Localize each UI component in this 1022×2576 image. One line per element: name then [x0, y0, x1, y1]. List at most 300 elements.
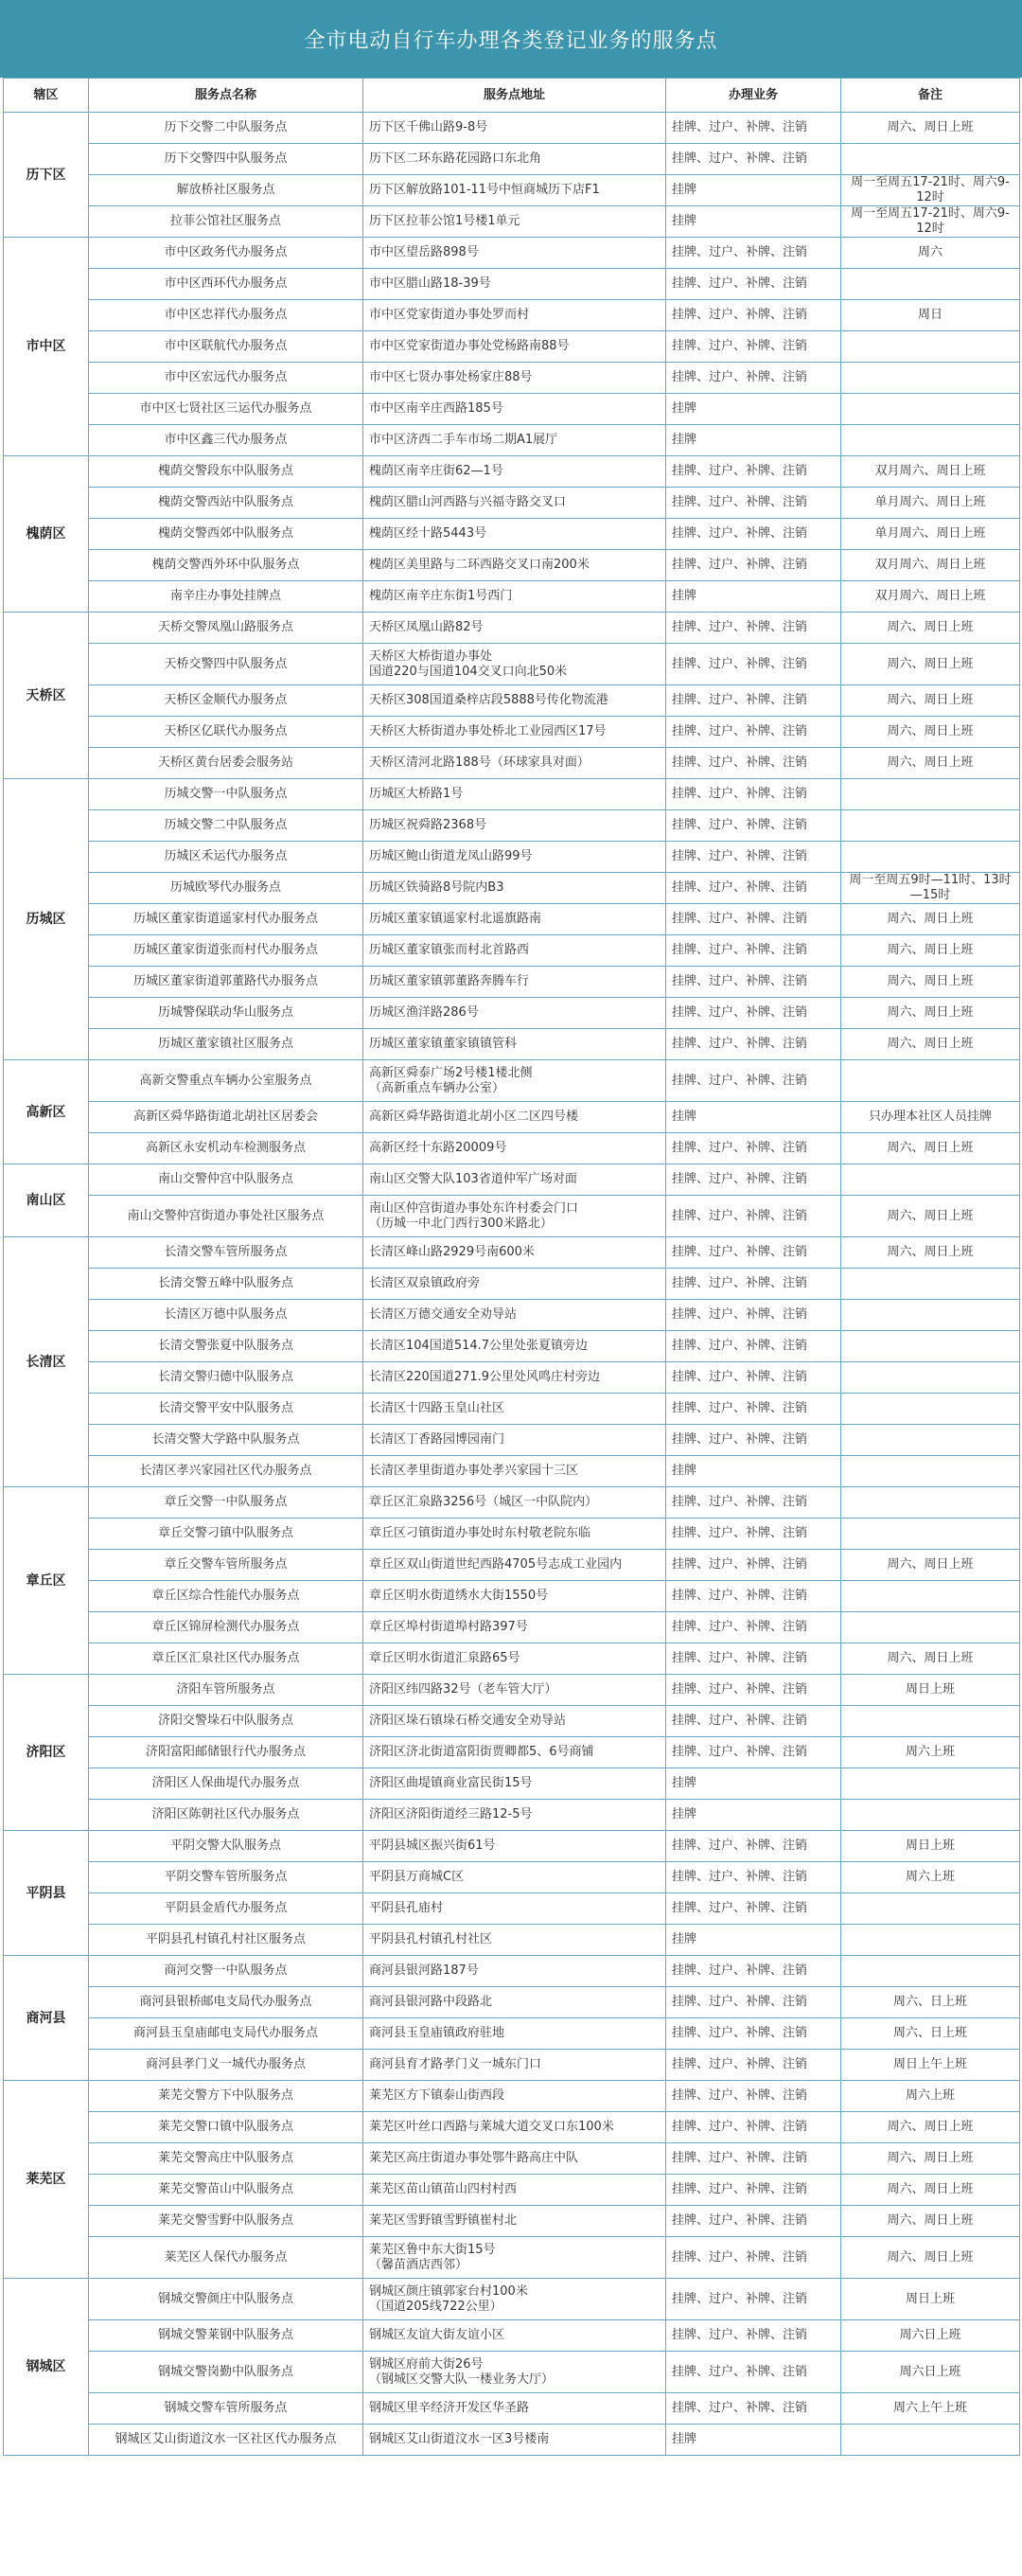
- remark: 周六、周日上班: [841, 2175, 1020, 2206]
- table-row: [4, 2050, 1020, 2081]
- service-point-name: 市中区宏远代办服务点: [89, 363, 363, 394]
- service-point-name: 市中区西环代办服务点: [89, 269, 363, 300]
- business-scope: 挂牌: [666, 1800, 841, 1831]
- remark: 周六、周日上班: [841, 2206, 1020, 2237]
- table-row: [4, 748, 1020, 779]
- service-point-name: 历城交警二中队服务点: [89, 810, 363, 842]
- service-point-address: 市中区党家街道办事处罗而村: [363, 300, 666, 331]
- service-point-address: 天桥区凤凰山路82号: [363, 613, 666, 644]
- remark: 周六上班: [841, 2081, 1020, 2112]
- remark: [841, 1581, 1020, 1612]
- business-scope: 挂牌、过户、补牌、注销: [666, 1893, 841, 1925]
- business-scope: 挂牌: [666, 175, 841, 206]
- district-cell: 钢城区: [4, 2279, 89, 2456]
- table-row: [4, 1133, 1020, 1164]
- business-scope: 挂牌、过户、补牌、注销: [666, 1269, 841, 1300]
- business-scope: 挂牌、过户、补牌、注销: [666, 2352, 841, 2393]
- service-point-address: 槐荫区南辛庄东街1号西门: [363, 581, 666, 613]
- service-point-address: 济阳区济北街道富阳街贾卿都5、6号商铺: [363, 1737, 666, 1768]
- table-row: [4, 488, 1020, 519]
- service-point-name: 历城区董家街道遥家村代办服务点: [89, 904, 363, 935]
- service-point-address: 南山区交警大队103省道仲军广场对面: [363, 1164, 666, 1196]
- service-point-name: 济阳车管所服务点: [89, 1675, 363, 1706]
- table-row: [4, 1862, 1020, 1893]
- table-row: [4, 717, 1020, 748]
- table-row: [4, 842, 1020, 873]
- table-row: [4, 810, 1020, 842]
- service-point-name: 长清交警张夏中队服务点: [89, 1331, 363, 1362]
- service-point-name: 平阴交警大队服务点: [89, 1831, 363, 1862]
- business-scope: 挂牌、过户、补牌、注销: [666, 2050, 841, 2081]
- service-point-address: 平阴县城区振兴街61号: [363, 1831, 666, 1862]
- business-scope: 挂牌、过户、补牌、注销: [666, 1987, 841, 2018]
- service-point-name: 历城交警一中队服务点: [89, 779, 363, 810]
- table-row: [4, 300, 1020, 331]
- service-point-address: 历城区董家镇郭董路奔腾车行: [363, 967, 666, 998]
- remark: [841, 1706, 1020, 1737]
- service-point-address: 章丘区双山街道世纪西路4705号志成工业园内: [363, 1550, 666, 1581]
- remark: 周六、周日上班: [841, 685, 1020, 717]
- service-point-address: 济阳区垛石镇垛石桥交通安全劝导站: [363, 1706, 666, 1737]
- service-point-name: 莱芜区人保代办服务点: [89, 2237, 363, 2279]
- header-note: 备注: [841, 79, 1020, 113]
- table-row: [4, 2320, 1020, 2352]
- remark: 周六、周日上班: [841, 1196, 1020, 1237]
- service-point-address: 高新区舜泰广场2号楼1楼北侧 （高新重点车辆办公室）: [363, 1060, 666, 1102]
- service-point-name: 历城区董家街道张而村代办服务点: [89, 935, 363, 967]
- service-point-name: 莱芜交警雪野中队服务点: [89, 2206, 363, 2237]
- business-scope: 挂牌: [666, 425, 841, 456]
- remark: [841, 1060, 1020, 1102]
- table-row: [4, 2206, 1020, 2237]
- service-point-address: 南山区仲宫街道办事处东许村委会门口 （历城一中北门西行300米路北）: [363, 1196, 666, 1237]
- business-scope: 挂牌、过户、补牌、注销: [666, 1581, 841, 1612]
- remark: [841, 1925, 1020, 1956]
- remark: [841, 810, 1020, 842]
- remark: 双月周六、周日上班: [841, 550, 1020, 581]
- remark: [841, 363, 1020, 394]
- business-scope: 挂牌、过户、补牌、注销: [666, 269, 841, 300]
- service-point-name: 济阳区人保曲堤代办服务点: [89, 1768, 363, 1800]
- remark: 只办理本社区人员挂牌: [841, 1102, 1020, 1133]
- service-point-name: 历城警保联动华山服务点: [89, 998, 363, 1029]
- business-scope: 挂牌、过户、补牌、注销: [666, 2393, 841, 2425]
- service-point-address: 长清区220国道271.9公里处风鸣庄村旁边: [363, 1362, 666, 1394]
- business-scope: 挂牌、过户、补牌、注销: [666, 300, 841, 331]
- service-point-address: 市中区南辛庄西路185号: [363, 394, 666, 425]
- remark: 周六、日上班: [841, 2018, 1020, 2050]
- service-point-name: 市中区忠祥代办服务点: [89, 300, 363, 331]
- service-point-name: 天桥区黄台居委会服务站: [89, 748, 363, 779]
- table-row: [4, 1800, 1020, 1831]
- remark: [841, 2425, 1020, 2456]
- remark: [841, 1612, 1020, 1643]
- header-address: 服务点地址: [363, 79, 666, 113]
- service-point-name: 钢城交警岗勤中队服务点: [89, 2352, 363, 2393]
- service-point-address: 历城区鲍山街道龙凤山路99号: [363, 842, 666, 873]
- service-point-name: 平阴县金盾代办服务点: [89, 1893, 363, 1925]
- service-point-name: 长清交警车管所服务点: [89, 1237, 363, 1269]
- service-points-table: [3, 78, 1020, 2456]
- remark: 周六、周日上班: [841, 644, 1020, 685]
- table-row: [4, 456, 1020, 488]
- service-point-name: 济阳交警垛石中队服务点: [89, 1706, 363, 1737]
- business-scope: 挂牌、过户、补牌、注销: [666, 456, 841, 488]
- service-point-address: 商河县银河路中段路北: [363, 1987, 666, 2018]
- service-point-name: 历城区禾运代办服务点: [89, 842, 363, 873]
- service-point-address: 平阴县万商城C区: [363, 1862, 666, 1893]
- remark: [841, 1362, 1020, 1394]
- table-row: [4, 1394, 1020, 1425]
- service-point-name: 章丘区综合性能代办服务点: [89, 1581, 363, 1612]
- table-row: [4, 519, 1020, 550]
- service-point-address: 槐荫区腊山河西路与兴福寺路交叉口: [363, 488, 666, 519]
- table-row: [4, 779, 1020, 810]
- table-row: [4, 1831, 1020, 1862]
- remark: 周六、周日上班: [841, 935, 1020, 967]
- district-cell: 章丘区: [4, 1487, 89, 1675]
- service-point-address: 历城区董家镇董家镇镇管科: [363, 1029, 666, 1060]
- service-point-name: 长清交警平安中队服务点: [89, 1394, 363, 1425]
- service-point-address: 章丘区埠村街道埠村路397号: [363, 1612, 666, 1643]
- remark: 周六、周日上班: [841, 1237, 1020, 1269]
- table-row: [4, 2018, 1020, 2050]
- remark: [841, 842, 1020, 873]
- table-row: [4, 2081, 1020, 2112]
- business-scope: 挂牌、过户、补牌、注销: [666, 2279, 841, 2320]
- table-row: [4, 1550, 1020, 1581]
- business-scope: 挂牌、过户、补牌、注销: [666, 1237, 841, 1269]
- service-point-address: 章丘区明水街道绣水大街1550号: [363, 1581, 666, 1612]
- service-point-address: 高新区舜华路街道北胡小区二区四号楼: [363, 1102, 666, 1133]
- table-row: [4, 1456, 1020, 1487]
- remark: 周六上午上班: [841, 2393, 1020, 2425]
- table-row: [4, 1612, 1020, 1643]
- table-row: [4, 613, 1020, 644]
- table-row: [4, 113, 1020, 144]
- table-row: [4, 935, 1020, 967]
- table-row: [4, 1519, 1020, 1550]
- service-point-address: 历城区铁骑路8号院内B3: [363, 873, 666, 904]
- business-scope: 挂牌、过户、补牌、注销: [666, 2320, 841, 2352]
- service-point-name: 解放桥社区服务点: [89, 175, 363, 206]
- service-point-address: 市中区七贤办事处杨家庄88号: [363, 363, 666, 394]
- header-business: 办理业务: [666, 79, 841, 113]
- service-point-name: 历下交警四中队服务点: [89, 144, 363, 175]
- service-point-name: 章丘交警车管所服务点: [89, 1550, 363, 1581]
- service-point-name: 钢城区艾山街道汶水一区社区代办服务点: [89, 2425, 363, 2456]
- service-point-name: 历城区董家街道郭董路代办服务点: [89, 967, 363, 998]
- service-point-address: 市中区济西二手车市场二期A1展厅: [363, 425, 666, 456]
- table-row: [4, 2352, 1020, 2393]
- service-point-name: 长清区万德中队服务点: [89, 1300, 363, 1331]
- service-point-address: 天桥区大桥街道办事处 国道220与国道104交叉口向北50米: [363, 644, 666, 685]
- table-row: [4, 1581, 1020, 1612]
- remark: [841, 1300, 1020, 1331]
- service-point-name: 济阳富阳邮储银行代办服务点: [89, 1737, 363, 1768]
- table-row: [4, 206, 1020, 238]
- remark: 周六、周日上班: [841, 967, 1020, 998]
- business-scope: 挂牌、过户、补牌、注销: [666, 144, 841, 175]
- table-row: [4, 1164, 1020, 1196]
- service-point-name: 槐荫交警段东中队服务点: [89, 456, 363, 488]
- table-row: [4, 363, 1020, 394]
- service-point-address: 天桥区308国道桑梓店段5888号传化物流港: [363, 685, 666, 717]
- service-point-name: 莱芜交警口镇中队服务点: [89, 2112, 363, 2143]
- table-row: [4, 1331, 1020, 1362]
- business-scope: 挂牌、过户、补牌、注销: [666, 2112, 841, 2143]
- business-scope: 挂牌、过户、补牌、注销: [666, 331, 841, 363]
- business-scope: 挂牌、过户、补牌、注销: [666, 842, 841, 873]
- table-row: [4, 1706, 1020, 1737]
- business-scope: 挂牌、过户、补牌、注销: [666, 685, 841, 717]
- service-point-address: 长清区峰山路2929号南600米: [363, 1237, 666, 1269]
- business-scope: 挂牌、过户、补牌、注销: [666, 1862, 841, 1893]
- service-point-address: 历下区拉菲公馆1号楼1单元: [363, 206, 666, 238]
- service-point-name: 章丘区锦屏检测代办服务点: [89, 1612, 363, 1643]
- remark: [841, 269, 1020, 300]
- district-cell: 平阴县: [4, 1831, 89, 1956]
- business-scope: 挂牌、过户、补牌、注销: [666, 2018, 841, 2050]
- district-cell: 天桥区: [4, 613, 89, 779]
- service-point-address: 历城区渔洋路286号: [363, 998, 666, 1029]
- table-body: [4, 113, 1020, 2456]
- remark: [841, 1425, 1020, 1456]
- remark: 周六、周日上班: [841, 1643, 1020, 1675]
- district-cell: 高新区: [4, 1060, 89, 1164]
- remark: [841, 1487, 1020, 1519]
- business-scope: 挂牌、过户、补牌、注销: [666, 967, 841, 998]
- service-point-address: 莱芜区苗山镇苗山四村村西: [363, 2175, 666, 2206]
- table-row: [4, 175, 1020, 206]
- table-row: [4, 685, 1020, 717]
- service-point-address: 莱芜区叶丝口西路与莱城大道交叉口东100米: [363, 2112, 666, 2143]
- table-row: [4, 1925, 1020, 1956]
- service-point-name: 槐荫交警西郊中队服务点: [89, 519, 363, 550]
- business-scope: 挂牌、过户、补牌、注销: [666, 873, 841, 904]
- remark: 双月周六、周日上班: [841, 456, 1020, 488]
- remark: [841, 394, 1020, 425]
- business-scope: 挂牌: [666, 581, 841, 613]
- service-point-name: 天桥交警四中队服务点: [89, 644, 363, 685]
- remark: [841, 1800, 1020, 1831]
- remark: 周六、周日上班: [841, 1029, 1020, 1060]
- service-point-address: 市中区望岳路898号: [363, 238, 666, 269]
- header-district: 辖区: [4, 79, 89, 113]
- business-scope: 挂牌、过户、补牌、注销: [666, 1060, 841, 1102]
- table-row: [4, 1768, 1020, 1800]
- business-scope: 挂牌、过户、补牌、注销: [666, 550, 841, 581]
- business-scope: 挂牌、过户、补牌、注销: [666, 810, 841, 842]
- business-scope: 挂牌: [666, 394, 841, 425]
- table-row: [4, 1643, 1020, 1675]
- service-point-name: 天桥交警凤凰山路服务点: [89, 613, 363, 644]
- page-title: 全市电动自行车办理各类登记业务的服务点: [0, 0, 1022, 78]
- business-scope: 挂牌、过户、补牌、注销: [666, 1029, 841, 1060]
- service-point-name: 市中区鑫三代办服务点: [89, 425, 363, 456]
- remark: 周日上午上班: [841, 2050, 1020, 2081]
- header-name: 服务点名称: [89, 79, 363, 113]
- table-row: [4, 2112, 1020, 2143]
- service-point-name: 长清交警归德中队服务点: [89, 1362, 363, 1394]
- service-point-name: 钢城交警车管所服务点: [89, 2393, 363, 2425]
- service-point-address: 钢城区友谊大街友谊小区: [363, 2320, 666, 2352]
- remark: 周六、周日上班: [841, 2237, 1020, 2279]
- remark: 周六、周日上班: [841, 717, 1020, 748]
- service-point-name: 南山交警仲宫中队服务点: [89, 1164, 363, 1196]
- service-point-name: 钢城交警颜庄中队服务点: [89, 2279, 363, 2320]
- remark: 周六、周日上班: [841, 1550, 1020, 1581]
- service-point-name: 章丘交警一中队服务点: [89, 1487, 363, 1519]
- service-point-name: 长清交警五峰中队服务点: [89, 1269, 363, 1300]
- remark: 周日上班: [841, 2279, 1020, 2320]
- district-cell: 莱芜区: [4, 2081, 89, 2279]
- table-row: [4, 1300, 1020, 1331]
- table-row: [4, 873, 1020, 904]
- remark: 周一至周五17-21时、周六9-12时: [841, 206, 1020, 238]
- remark: 周六日上班: [841, 2320, 1020, 2352]
- service-point-name: 章丘区汇泉社区代办服务点: [89, 1643, 363, 1675]
- table-row: [4, 1675, 1020, 1706]
- business-scope: 挂牌、过户、补牌、注销: [666, 613, 841, 644]
- service-point-name: 槐荫交警西外环中队服务点: [89, 550, 363, 581]
- business-scope: 挂牌、过户、补牌、注销: [666, 1133, 841, 1164]
- business-scope: 挂牌、过户、补牌、注销: [666, 1487, 841, 1519]
- remark: [841, 144, 1020, 175]
- service-point-name: 高新区舜华路街道北胡社区居委会: [89, 1102, 363, 1133]
- table-row: [4, 2143, 1020, 2175]
- service-point-name: 市中区政务代办服务点: [89, 238, 363, 269]
- service-point-address: 高新区经十东路20009号: [363, 1133, 666, 1164]
- service-point-name: 平阴交警车管所服务点: [89, 1862, 363, 1893]
- business-scope: 挂牌、过户、补牌、注销: [666, 1196, 841, 1237]
- service-point-name: 商河县孝门义一城代办服务点: [89, 2050, 363, 2081]
- business-scope: 挂牌、过户、补牌、注销: [666, 1519, 841, 1550]
- remark: 单月周六、周日上班: [841, 519, 1020, 550]
- remark: 周六、周日上班: [841, 998, 1020, 1029]
- service-point-address: 商河县育才路孝门义一城东门口: [363, 2050, 666, 2081]
- table-row: [4, 1987, 1020, 2018]
- table-header-row: [4, 79, 1020, 113]
- service-point-name: 市中区联航代办服务点: [89, 331, 363, 363]
- business-scope: 挂牌、过户、补牌、注销: [666, 935, 841, 967]
- table-row: [4, 644, 1020, 685]
- service-point-name: 槐荫交警西站中队服务点: [89, 488, 363, 519]
- table-row: [4, 394, 1020, 425]
- business-scope: 挂牌、过户、补牌、注销: [666, 519, 841, 550]
- service-point-address: 市中区党家街道办事处党杨路南88号: [363, 331, 666, 363]
- district-cell: 历下区: [4, 113, 89, 238]
- service-point-address: 商河县玉皇庙镇政府驻地: [363, 2018, 666, 2050]
- service-point-name: 南山交警仲宫街道办事处社区服务点: [89, 1196, 363, 1237]
- service-point-name: 莱芜交警苗山中队服务点: [89, 2175, 363, 2206]
- business-scope: 挂牌、过户、补牌、注销: [666, 1612, 841, 1643]
- service-point-address: 历城区董家镇遥家村北遥旗路南: [363, 904, 666, 935]
- remark: 单月周六、周日上班: [841, 488, 1020, 519]
- business-scope: 挂牌、过户、补牌、注销: [666, 1362, 841, 1394]
- table-row: [4, 1956, 1020, 1987]
- service-point-name: 平阴县孔村镇孔村社区服务点: [89, 1925, 363, 1956]
- service-point-name: 高新交警重点车辆办公室服务点: [89, 1060, 363, 1102]
- remark: 双月周六、周日上班: [841, 581, 1020, 613]
- table-row: [4, 1362, 1020, 1394]
- service-point-address: 钢城区府前大街26号 （钢城区交警大队一楼业务大厅）: [363, 2352, 666, 2393]
- table-row: [4, 331, 1020, 363]
- business-scope: 挂牌、过户、补牌、注销: [666, 779, 841, 810]
- service-point-address: 天桥区大桥街道办事处桥北工业园西区17号: [363, 717, 666, 748]
- table-row: [4, 1737, 1020, 1768]
- remark: 周六、周日上班: [841, 1133, 1020, 1164]
- service-point-address: 历城区大桥路1号: [363, 779, 666, 810]
- service-point-address: 钢城区里辛经济开发区华圣路: [363, 2393, 666, 2425]
- table-row: [4, 2237, 1020, 2279]
- business-scope: 挂牌、过户、补牌、注销: [666, 2175, 841, 2206]
- remark: [841, 1456, 1020, 1487]
- table-row: [4, 967, 1020, 998]
- service-point-name: 高新区永安机动车检测服务点: [89, 1133, 363, 1164]
- service-point-name: 商河交警一中队服务点: [89, 1956, 363, 1987]
- table-row: [4, 144, 1020, 175]
- district-cell: 商河县: [4, 1956, 89, 2081]
- remark: 周六、周日上班: [841, 2112, 1020, 2143]
- remark: [841, 1519, 1020, 1550]
- remark: [841, 425, 1020, 456]
- remark: [841, 331, 1020, 363]
- service-point-name: 商河县玉皇庙邮电支局代办服务点: [89, 2018, 363, 2050]
- table-row: [4, 1237, 1020, 1269]
- remark: [841, 1331, 1020, 1362]
- table-row: [4, 581, 1020, 613]
- service-point-name: 莱芜交警高庄中队服务点: [89, 2143, 363, 2175]
- service-point-name: 历城区董家镇社区服务点: [89, 1029, 363, 1060]
- table-row: [4, 2175, 1020, 2206]
- service-point-address: 历城区祝舜路2368号: [363, 810, 666, 842]
- remark: 周日上班: [841, 1675, 1020, 1706]
- table-row: [4, 1029, 1020, 1060]
- table-row: [4, 1893, 1020, 1925]
- remark: [841, 1394, 1020, 1425]
- service-point-address: 历下区二环东路花园路口东北角: [363, 144, 666, 175]
- table-row: [4, 2425, 1020, 2456]
- service-point-address: 莱芜区鲁中东大街15号 （馨苗酒店西邻）: [363, 2237, 666, 2279]
- remark: 周六、周日上班: [841, 613, 1020, 644]
- table-row: [4, 904, 1020, 935]
- service-point-address: 济阳区纬四路32号（老车管大厅）: [363, 1675, 666, 1706]
- business-scope: 挂牌、过户、补牌、注销: [666, 1331, 841, 1362]
- remark: [841, 1893, 1020, 1925]
- business-scope: 挂牌、过户、补牌、注销: [666, 1831, 841, 1862]
- table-row: [4, 238, 1020, 269]
- business-scope: 挂牌、过户、补牌、注销: [666, 2081, 841, 2112]
- remark: 周六、周日上班: [841, 113, 1020, 144]
- service-point-name: 市中区七贤社区三运代办服务点: [89, 394, 363, 425]
- service-point-name: 莱芜交警方下中队服务点: [89, 2081, 363, 2112]
- service-point-address: 历下区解放路101-11号中恒商城历下店F1: [363, 175, 666, 206]
- remark: 周六、日上班: [841, 1987, 1020, 2018]
- service-point-address: 长清区万德交通安全劝导站: [363, 1300, 666, 1331]
- business-scope: 挂牌、过户、补牌、注销: [666, 1300, 841, 1331]
- business-scope: 挂牌、过户、补牌、注销: [666, 1643, 841, 1675]
- remark: 周六日上班: [841, 2352, 1020, 2393]
- remark: 周六: [841, 238, 1020, 269]
- business-scope: 挂牌、过户、补牌、注销: [666, 1956, 841, 1987]
- service-point-address: 章丘区汇泉路3256号（城区一中队院内）: [363, 1487, 666, 1519]
- service-point-address: 济阳区济阳街道经三路12-5号: [363, 1800, 666, 1831]
- business-scope: 挂牌、过户、补牌、注销: [666, 113, 841, 144]
- table-row: [4, 998, 1020, 1029]
- business-scope: 挂牌、过户、补牌、注销: [666, 998, 841, 1029]
- business-scope: 挂牌、过户、补牌、注销: [666, 1550, 841, 1581]
